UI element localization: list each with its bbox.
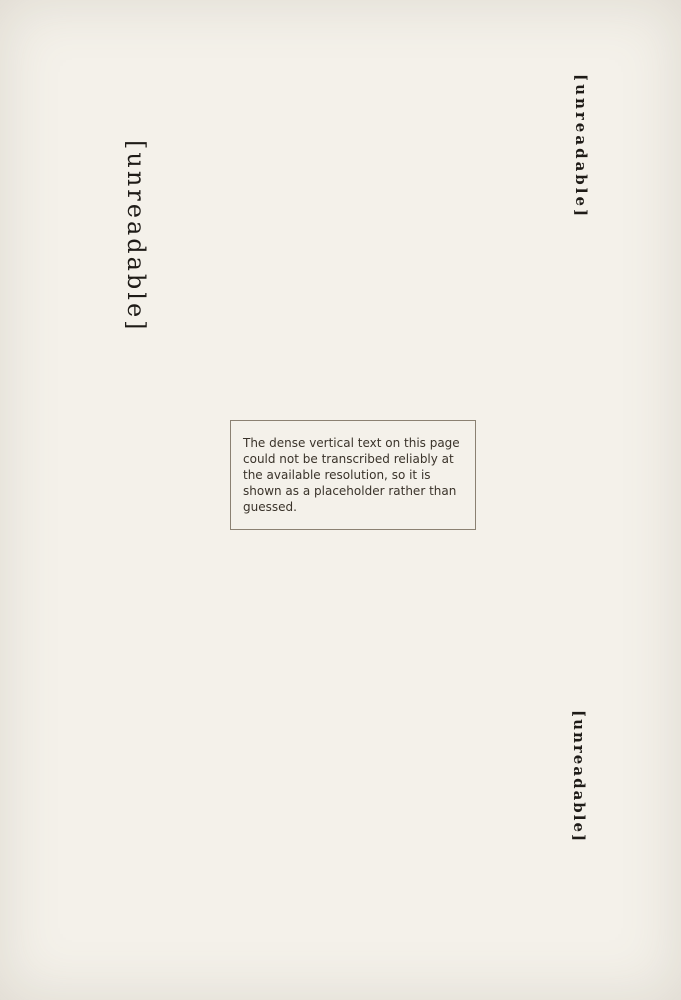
vertical-columns-text: [unreadable] [122,140,150,333]
body-text-region [121,140,541,940]
page-number: [unreadable] [570,710,588,844]
transcription-notice: The dense vertical text on this page could not be transcribed reliably at the available resolution, so it is shown as a placeholder rather than guessed. [230,420,476,530]
running-header: [unreadable] [572,74,590,220]
